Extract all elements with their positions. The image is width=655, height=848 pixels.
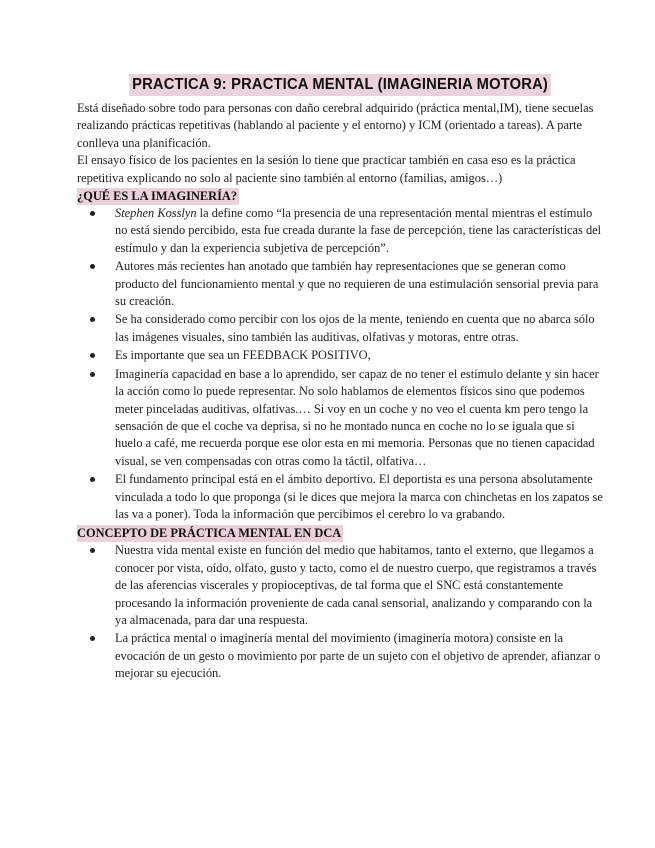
list-item [115, 347, 603, 364]
list-item [115, 311, 603, 346]
list-item-text: Autores más recientes han anotado que también hay representaciones que se generan como producto del funcionamiento mental y que no requieren de una estimulación sensorial previa para su creación. [115, 259, 599, 309]
author-name: Stephen Kosslyn [115, 206, 197, 221]
bullet-icon [90, 317, 95, 322]
bullet-icon [90, 264, 95, 269]
bullet-icon [90, 372, 95, 377]
list-item [115, 205, 603, 257]
section-heading-concepto: CONCEPTO DE PRÁCTICA MENTAL EN DCA [77, 526, 342, 541]
list-item-text: Imaginería capacidad en base a lo aprendido, ser capaz de no tener el estímulo delante y sin hacer la acción como lo puede representar. No solo hablamos de elementos físicos sino que podemos meter pinceladas auditivas, olfativas.… Si voy en un coche y no veo el cuenta km pero tengo la sensación de que el coche va deprisa, si no he montado nunca en coche no lo se iguala que si huelo a café, me recuerda porque ese olor esta en mi memoria. Personas que no tienen capacidad visual, se ven compensadas con otras como la táctil, olfativa… [115, 366, 599, 468]
title-wrapper [77, 74, 603, 96]
intro-paragraph-2: El ensayo físico de los pacientes en la sesión lo tiene que practicar también en casa eso es la práctica repetitiva explicando no solo al paciente sino también al entorno (familias, amigos…) [77, 153, 576, 185]
section-heading-imagineria: ¿QUÉ ES LA IMAGINERÍA? [77, 189, 238, 204]
bullet-icon [90, 211, 95, 216]
list-item-text: Nuestra vida mental existe en función del medio que habitamos, tanto el externo, que llegamos a conocer por vista, oído, olfato, gusto y tacto, como el de nuestro cuerpo, que registramos a través de las aferencias viscerales y propioceptivas, de tal forma que el SNC está constantemente procesando la información proveniente de cada canal sensorial, analizando y comparando con la ya almacenada, para dar una respuesta. [115, 543, 597, 627]
concepto-bullet-list [77, 542, 603, 682]
page-title: PRACTICA 9: PRACTICA MENTAL (IMAGINERIA MOTORA) [129, 74, 550, 96]
list-item-text: Es importante que sea un FEEDBACK POSITIVO, [115, 348, 371, 363]
bullet-icon [90, 477, 95, 482]
list-item [115, 542, 603, 629]
section-heading-wrapper [77, 524, 603, 542]
list-item-text: La práctica mental o imaginería mental del movimiento (imaginería motora) consiste en la evocación de un gesto o movimiento por parte de un sujeto con el objetivo de aprender, afianzar o mejorar su ejecución. [115, 631, 601, 681]
list-item-text: Se ha considerado como percibir con los ojos de la mente, teniendo en cuenta que no abarca sólo las imágenes visuales, sino también las auditivas, olfativas y motoras, entre otras. [115, 312, 595, 344]
list-item [115, 630, 603, 682]
list-item [115, 471, 603, 523]
list-item-text: la define como “la presencia de una representación mental mientras el estímulo no está siendo percibido, esta fue creada durante la fase de percepción, tiene las características del estímulo y dan la experiencia subjetiva de percepción”. [115, 206, 602, 255]
intro-paragraph-1: Está diseñado sobre todo para personas con daño cerebral adquirido (práctica mental,IM), tiene secuelas realizando prácticas repetitivas (hablando al paciente y el entorno) y ICM (orientado a tareas). A parte conlleva una planificación. [77, 101, 594, 150]
list-item [115, 258, 603, 310]
bullet-icon [90, 353, 95, 358]
list-item [115, 366, 603, 470]
imagineria-bullet-list [77, 205, 603, 523]
list-item-text: El fundamento principal está en el ámbito deportivo. El deportista es una persona absolutamente vinculada a todo lo que proponga (si le dices que mejora la marca con chinchetas en los zapatos se las va a poner). Toda la información que percibimos el cerebro lo va grabando. [115, 472, 603, 521]
section-heading-wrapper [77, 187, 603, 205]
bullet-icon [90, 548, 95, 553]
bullet-icon [90, 636, 95, 641]
